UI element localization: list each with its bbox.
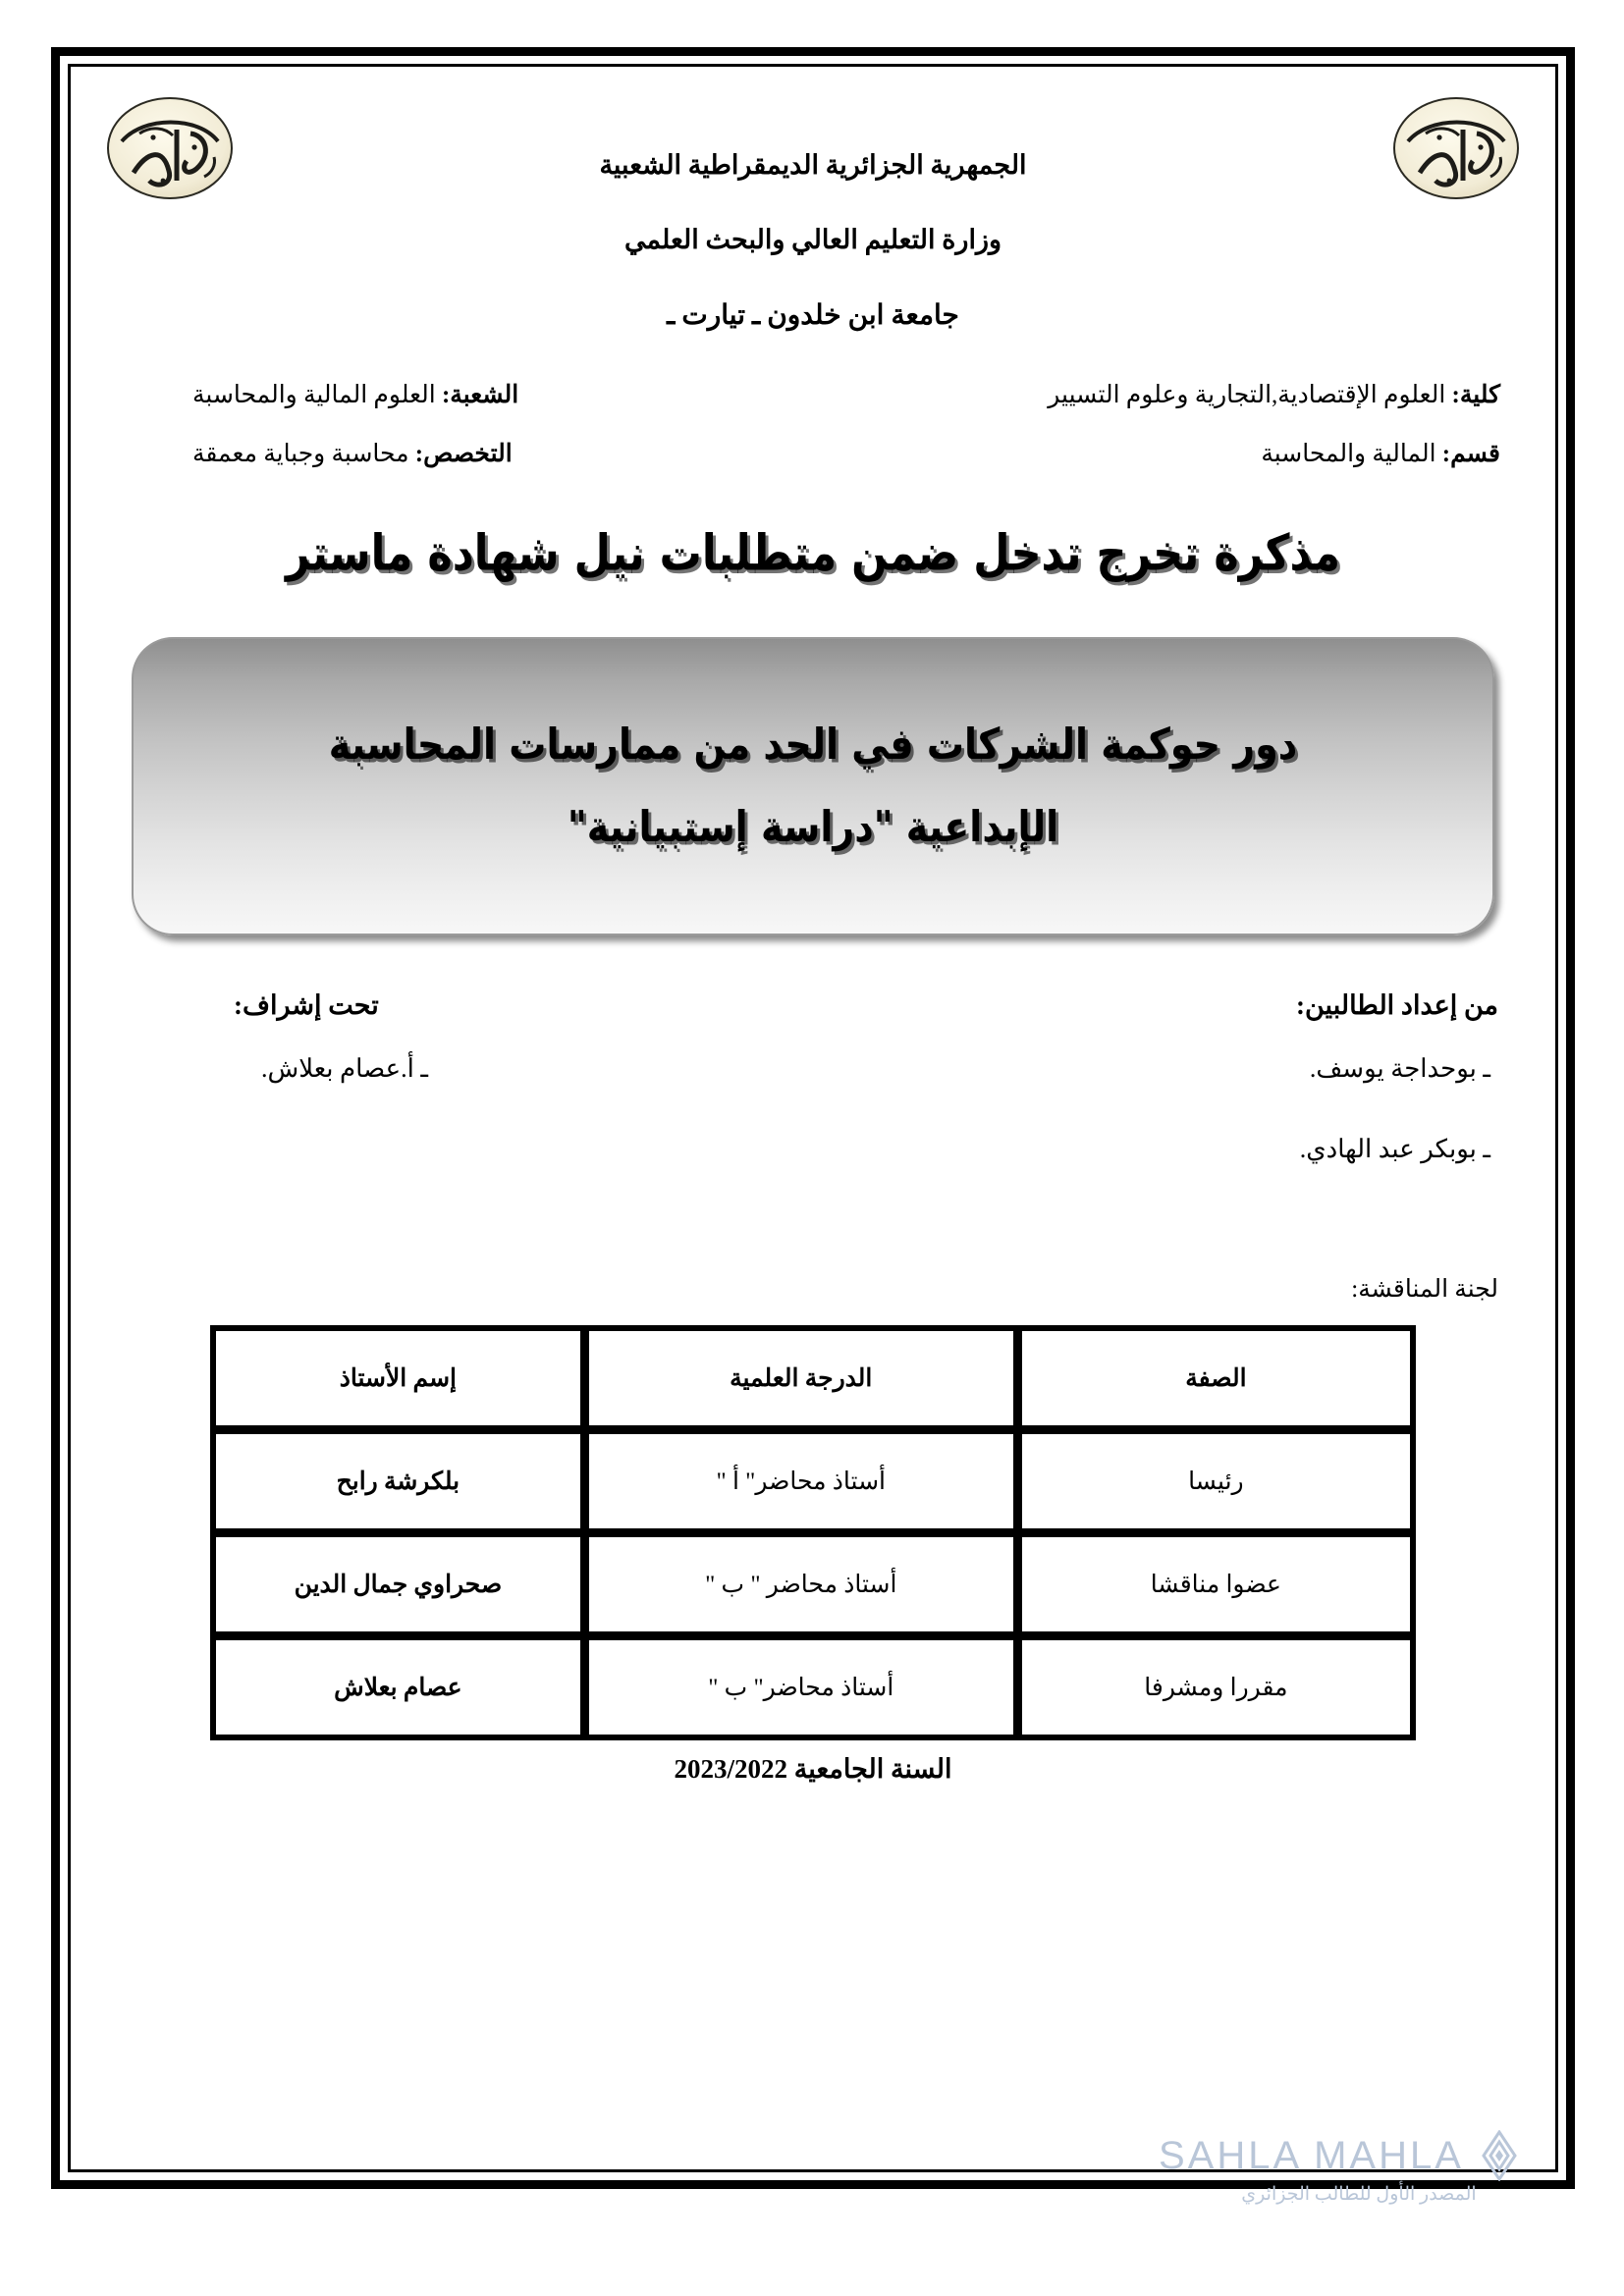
branch-label: الشعبة: [441,381,519,408]
list-item: ـ بوبكر عبد الهادي. [1299,1134,1490,1163]
authors-body-row [114,1054,1512,1215]
sahla-mahla-diamond-icon [1474,2130,1525,2181]
cover-page-content [77,69,1549,2169]
faculty-value: العلوم الإقتصادية,التجارية وعلوم التسيير [1048,381,1446,408]
branch-value: العلوم المالية والمحاسبة [192,381,436,408]
cell-degree: أستاذ محاضر " ب " [584,1532,1017,1635]
list-item: ـ أ.عصام بعلاش. [261,1053,428,1083]
branch-field [114,380,518,409]
cell-role: عضوا مناقشا [1017,1532,1414,1635]
speciality-value: محاسبة وجباية معمقة [192,440,409,467]
cell-name: بلكرشة رابح [212,1429,585,1532]
faculty-label: كلية: [1451,381,1500,408]
country-title: الجمهرية الجزائرية الديمقراطية الشعبية [599,150,1027,180]
watermark-brand-row [1159,2130,1581,2181]
thesis-title-box [132,637,1494,935]
watermark [1159,2130,1581,2206]
thesis-statement: مذكرة تخرج تدخل ضمن متطلبات نيل شهادة ماستر [286,524,1340,582]
academic-year: السنة الجامعية 2023/2022 [674,1753,952,1784]
ministry-title: وزارة التعليم العالي والبحث العلمي [623,224,1002,254]
jury-table [210,1325,1416,1740]
university-title: جامعة ابن خلدون ـ تيارت ـ [667,299,959,331]
students-list [1300,1054,1512,1215]
cell-degree: أستاذ محاضر" ب " [584,1635,1017,1738]
table-row [212,1429,1415,1532]
university-seal-left [96,90,244,206]
watermark-tagline: المصدر الأول للطالب الجزائري [1241,2184,1477,2205]
watermark-brand: SAHLA MAHLA [1159,2133,1464,2177]
cell-name: عصام بعلاش [212,1635,585,1738]
thesis-title-line1: دور حوكمة الشركات في الحد من ممارسات المحاسبة [328,719,1298,769]
authors-heading-row [114,990,1512,1021]
column-header-degree: الدرجة العلمية [584,1326,1017,1429]
cell-role: مقررا ومشرفا [1017,1635,1414,1738]
department-field [1261,439,1512,468]
supervisor-label: تحت إشراف: [234,989,379,1020]
thesis-title-line2: الإبداعية "دراسة إستبيانية" [567,801,1059,851]
table-row [212,1635,1415,1738]
speciality-field [114,439,513,468]
column-header-name: إسم الأستاذ [212,1326,585,1429]
jury-label: لجنة المناقشة: [1351,1275,1498,1303]
speciality-label: التخصص: [414,440,513,467]
department-speciality-row [114,439,1512,468]
supervisors-list [114,1054,428,1215]
cell-name: صحراوي جمال الدين [212,1532,585,1635]
table-header-row [212,1326,1415,1429]
department-value: المالية والمحاسبة [1261,440,1436,467]
students-label: من إعداد الطالبين: [1296,989,1498,1020]
cell-role: رئيسا [1017,1429,1414,1532]
column-header-role: الصفة [1017,1326,1414,1429]
faculty-branch-row [114,380,1512,409]
table-row [212,1532,1415,1635]
list-item: ـ بوحداجة يوسف. [1309,1053,1490,1083]
department-label: قسم: [1441,440,1500,467]
cell-degree: أستاذ محاضر" أ " [584,1429,1017,1532]
university-seal-right [1382,90,1530,206]
faculty-field [1048,380,1512,409]
